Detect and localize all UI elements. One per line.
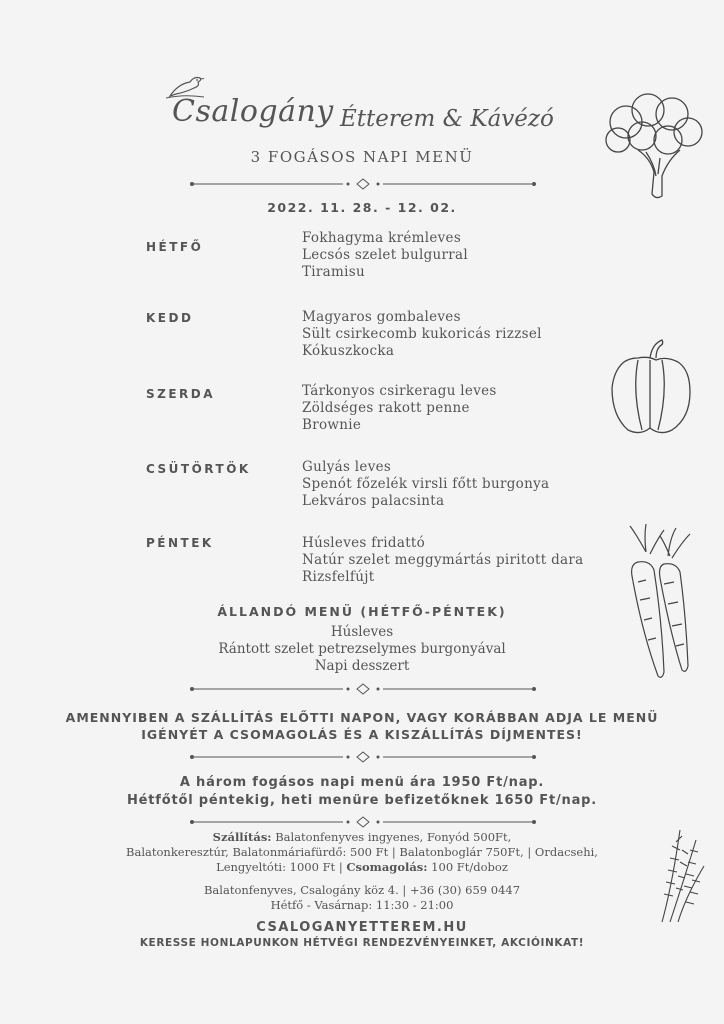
shipping-text: Lengyeltóti: 1000 Ft | xyxy=(216,860,347,874)
dishes-wednesday xyxy=(302,383,497,434)
delivery-info xyxy=(0,830,724,875)
logo-script-text: Csalogány xyxy=(172,94,334,129)
logo-subtitle: Étterem & Kávézó xyxy=(340,106,554,132)
dish: Gulyás leves xyxy=(302,459,392,475)
price-line: Hétfőtől péntekig, heti menüre befizetőknek 1650 Ft/nap. xyxy=(126,793,598,808)
dish: Lecsós szelet bulgurral xyxy=(302,247,469,263)
broccoli-icon xyxy=(598,92,708,204)
dish: Lekváros palacsinta xyxy=(302,493,445,509)
dish: Magyaros gombaleves xyxy=(302,309,461,325)
notice-line: AMENNYIBEN A SZÁLLÍTÁS ELŐTTI NAPON, VAGY KORÁBBAN ADJA LE MENÜ xyxy=(65,710,659,725)
address-phone: Balatonfenyves, Csalogány köz 4. | +36 (30) 659 0447 xyxy=(203,883,521,897)
ornament-divider-icon xyxy=(188,751,538,763)
standing-menu-items xyxy=(0,624,724,675)
menu-title: 3 FOGÁSOS NAPI MENÜ xyxy=(250,148,474,166)
opening-hours: Hétfő - Vasárnap: 11:30 - 21:00 xyxy=(270,898,454,912)
dish: Natúr szelet meggymártás piritott dara xyxy=(302,552,584,568)
day-label-tuesday: KEDD xyxy=(146,311,194,325)
standing-menu-title: ÁLLANDÓ MENÜ (HÉTFŐ-PÉNTEK) xyxy=(217,604,507,619)
rosemary-icon xyxy=(652,826,708,926)
shipping-text: Balatonkeresztúr, Balatonmáriafürdő: 500 Ft | Balatonboglár 750Ft, | Ordacsehi, xyxy=(126,845,598,859)
free-delivery-notice xyxy=(0,709,724,743)
carrots-icon xyxy=(624,522,696,688)
standing-menu-item: Rántott szelet petrezselymes burgonyával xyxy=(218,641,506,657)
shipping-label: Szállítás: xyxy=(212,830,272,844)
dishes-tuesday xyxy=(302,309,542,360)
price-info xyxy=(0,774,724,810)
notice-line: IGÉNYÉT A CSOMAGOLÁS ÉS A KISZÁLLÍTÁS DÍJMENTES! xyxy=(141,727,583,742)
dish: Kókuszkocka xyxy=(302,343,395,359)
day-label-wednesday: SZERDA xyxy=(146,387,216,401)
shipping-text: Balatonfenyves ingyenes, Fonyód 500Ft, xyxy=(271,830,512,844)
day-label-monday: HÉTFŐ xyxy=(146,240,204,254)
dishes-thursday xyxy=(302,459,549,510)
dish: Zöldséges rakott penne xyxy=(302,400,470,416)
price-line: A három fogásos napi menü ára 1950 Ft/nap. xyxy=(179,775,545,790)
packaging-text: 100 Ft/doboz xyxy=(427,860,508,874)
ornament-divider-icon xyxy=(188,816,538,828)
standing-menu-item: Húsleves xyxy=(330,624,394,640)
day-label-friday: PÉNTEK xyxy=(146,536,214,550)
dish: Sült csirkecomb kukoricás rizzsel xyxy=(302,326,542,342)
day-label-thursday: CSÜTÖRTÖK xyxy=(146,462,251,476)
website-link[interactable]: CSALOGANYETTEREM.HU xyxy=(256,920,468,935)
bell-pepper-icon xyxy=(606,336,694,436)
dish: Rizsfelfújt xyxy=(302,569,375,585)
promo-text: KERESSE HONLAPUNKON HÉTVÉGI RENDEZVÉNYEINKET, AKCIÓINKAT! xyxy=(139,937,585,949)
ornament-divider-icon xyxy=(188,178,538,190)
dish: Húsleves fridattó xyxy=(302,535,426,551)
dish: Tiramisu xyxy=(302,264,365,280)
dish: Spenót főzelék virsli főtt burgonya xyxy=(302,476,550,492)
dishes-monday xyxy=(302,230,468,281)
ornament-divider-icon xyxy=(188,683,538,695)
standing-menu-item: Napi desszert xyxy=(314,658,410,674)
dish: Fokhagyma krémleves xyxy=(302,230,462,246)
contact-info xyxy=(0,883,724,913)
packaging-label: Csomagolás: xyxy=(346,860,428,874)
date-range: 2022. 11. 28. - 12. 02. xyxy=(267,200,457,215)
dishes-friday xyxy=(302,535,584,586)
dish: Tárkonyos csirkeragu leves xyxy=(302,383,497,399)
dish: Brownie xyxy=(302,417,362,433)
